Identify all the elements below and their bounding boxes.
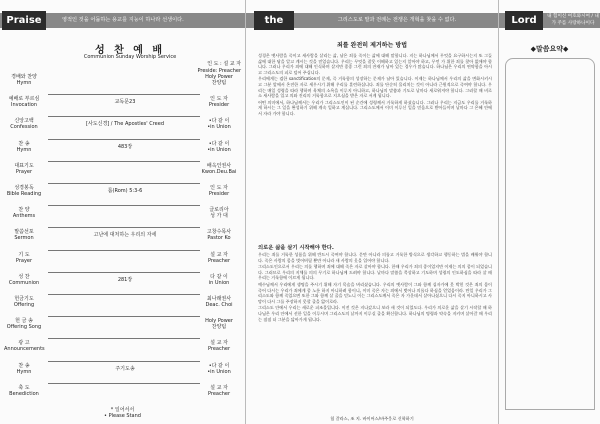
order-item-label: 축 도 Benediction <box>9 384 39 397</box>
presider-note: 인 도 : 설 교 자 Preside: Preacher <box>197 61 241 74</box>
order-item-leader: 설 교 자 Preacher <box>207 251 231 264</box>
order-item-leader: 인 도 자 Presider <box>208 185 230 197</box>
order-item-content: 주기도송 <box>115 365 135 372</box>
order-item-leader: •다 같 이 •in Union <box>207 362 231 375</box>
order-item-label: 찬 송 Hymn <box>16 362 32 375</box>
order-row <box>0 229 245 251</box>
divider-line <box>48 361 200 362</box>
order-item-content: 281장 <box>117 276 133 283</box>
order-item-label: 찬 송 Hymn <box>16 140 32 153</box>
order-row <box>0 340 245 362</box>
divider-line <box>48 250 200 251</box>
divider-line <box>48 205 200 206</box>
notes-frame <box>505 58 595 410</box>
divider-line <box>48 139 200 140</box>
order-item-leader: 인 도 자 Presider <box>208 96 230 109</box>
order-item-content: [사도신경] / The Apostles' Creed <box>86 121 164 128</box>
order-item-leader: 최나래권사 Deac. Choi <box>205 296 233 308</box>
divider-line <box>48 183 200 184</box>
section-heading: 의로운 삶을 살기 시작해야 한다. <box>258 245 334 251</box>
order-item-label: 신앙고백 Confession <box>10 118 38 131</box>
divider-line <box>48 272 200 273</box>
order-item-leader: 고창수목사 Pastor Ko <box>206 229 232 242</box>
article-body-2: 우리는 죄를 거룩한 성품을 위해 반드시 죽여야 합니다. 문만 아니라 의롭고 거룩한 방식으로 생각하고 행동하는 법을 배워야 합니다. 죽은 사람의 몸을 벗어버릴 뿐만 아니라 새 사람의 옷을 입어야 합니다. 그리스도인으로서 우리는 의를 행하며 죄에 대해 죽은 자로 살아야 합니다. 한때 우리가 죄의 종이었지만 이제는 의의 종이 되었습니다. 그러므로 우리의 지체를 의의 무기로 하나님께 드려야 합니다. 날마다 말씀을 묵상하고 기도하며 성령의 인도하심을 따라 살 때 우리는 거룩함에 이르게 됩니다. 예수님께서 우리에게 생명을 주시기 위해 자기 목숨을 버리셨습니다. 우리의 옛사람이 그와 함께 십자가에 못 박힌 것은 죄의 몸이 죽어 다시는 우리가 죄에게 종 노릇 하지 아니하려 함이니, 이미 죽은 자는 죄에서 벗어나 의롭다 하심을 얻었음이라. 만일 우리가 그리스도와 함께 죽었으면 또한 그와 함께 살 줄을 믿노니 이는 그리스도께서 죽은 자 가운데서 살아나셨으니 다시 죽지 아니하시고 사망이 다시 그를 주장하지 못할 줄을 앎이로라. 그리스도 안에서 우리는 새로운 피조물입니다. 이전 것은 지나갔으니 보라 새 것이 되었도다. 우리가 의로운 삶을 살기 시작할 때 하나님은 우리 안에서 선한 일을 이루시며 그리스도의 날까지 이루실 줄을 확신합니다. 하나님의 명령과 약속을 지키며 살아갈 때 우리는 점점 더 그분을 닮아가게 됩니다. <box>258 252 492 322</box>
order-row <box>0 252 245 274</box>
order-row <box>0 363 245 385</box>
order-row <box>0 296 245 318</box>
header-verse: 영적인 것을 어둡하는 용교를 지능이 하나라 선생이다. <box>62 17 184 23</box>
order-item-label: 예배로 부르심 Invocation <box>8 96 40 109</box>
article-source: 힘 갈라스, 조 지. 바이어스/바주웅로 신학하기 <box>330 416 414 421</box>
divider-line <box>48 116 200 117</box>
article-title: 죄를 완전히 제거하는 방법 <box>336 42 408 49</box>
service-title: 성 찬 예 배 <box>94 45 166 56</box>
order-item-leader: 배옥인권사 Kwon.Deu.Bai <box>201 162 237 175</box>
divider-line <box>48 316 200 317</box>
order-item-label: 헌금기도 Offering <box>13 296 35 308</box>
order-item-leader: 다 같 이 in Union <box>208 273 230 286</box>
sermon-notes-panel <box>499 0 600 424</box>
order-item-content: 483장 <box>117 143 133 150</box>
header-verse: 내 힘이신 여호와시여 / 내가 주를 사랑하나이다 <box>547 14 599 26</box>
order-item-label: 찬 양 Anthems <box>12 207 36 220</box>
header-verse: 그리스도로 말과 전례는 전쟁은 개혁을 찾을 수 없다. <box>337 17 457 23</box>
order-item-content: 롬(Rom) 5:3-6 <box>107 188 143 194</box>
order-item-content: 고난에 대처하는 우리의 자세 <box>93 232 157 239</box>
order-row <box>0 118 245 140</box>
order-item-leader: Holy Power 찬양팀 <box>205 74 233 86</box>
order-row <box>0 141 245 163</box>
divider-line <box>48 227 200 228</box>
service-subtitle: Communion Sunday Worship Service <box>83 54 177 60</box>
notes-title: ◆말씀요약◆ <box>530 45 569 53</box>
panel-tag: Praise <box>2 11 46 30</box>
order-item-leader: •다 같 이 •in Union <box>207 140 231 153</box>
order-item-leader: Holy Power 찬양팀 <box>205 318 233 331</box>
panel-tag: Lord <box>505 11 543 30</box>
order-row <box>0 96 245 118</box>
divider-line <box>48 161 200 162</box>
panel-tag: the <box>254 11 294 30</box>
order-item-leader: 설 교 자 Preacher <box>207 340 231 353</box>
order-item-leader: •다 같 이 •in Union <box>207 118 231 131</box>
order-item-leader: 설 교 자 Preacher <box>207 384 231 397</box>
sermon-article-panel <box>246 0 499 424</box>
article-body-1: 성경은 옛사람을 죽이고 새사람을 살리는 삶, 남은 죄를 죽이는 삶에 대해 말합니다. 지는 하나님께서 무엇을 요구하시는지 또 그들 삶에 대한 답을 알고 계시는 것을 믿었습니다. 우리는 무엇을 잘못 이해하고 있는지 알아야 하고, 무언 가 위한 죄를 찾아 없애야 합니다. 그러나 우리가 죄에 대해 인식하며 살지만 종종 그런 죄의 잔재가 남아 있는 경우가 많습니다. 하나님은 우리의 연약함을 아시고 그리스도의 피로 덮어 주십니다. 우리에게는 겸한 sanctification의 문제, 즉 거룩함의 성장하는 문제가 남아 있습니다. 이제는 하나님께서 우리의 삶을 변화시키시고 그분 앞에서 온전한 자로 세우시기 위해 우리를 훈련하십니다. 죄를 단순히 물리치는 것이 아니라 근원적으로 죽여야 합니다. 우리는 매일 성령을 따라 행하며 육체의 소욕을 이루지 아니하고, 하나님의 말씀과 기도로 날마다 새로워져야 합니다. 그러할 때 비로소 새사람을 입고 의와 진리의 거룩함으로 지으심을 받은 자로 서게 됩니다. 어떤 의미에서, 하나님께서는 우리가 그리스도인이 된 순간에 성령께서 거룩하게 하셨습니다. 그러나 우리는 지금도 우리를 거룩하게 하시는 그 일을 완성하기 위해 계속 일하고 계십니다. 그리스도께서 이미 이루신 일을 믿음으로 받아들이며 날마다 그 은혜 안에서 자라 가야 합니다. <box>258 53 492 116</box>
order-row <box>0 163 245 185</box>
order-item-label: 경배와 찬양 Hymn <box>11 74 37 86</box>
divider-line <box>48 294 200 295</box>
order-item-label: 기 도 Prayer <box>15 251 33 264</box>
order-item-label: 대표기도 Prayer <box>14 162 34 175</box>
order-row <box>0 207 245 229</box>
order-row <box>0 318 245 340</box>
order-row <box>0 274 245 296</box>
worship-order-panel <box>0 0 246 424</box>
order-row <box>0 185 245 207</box>
order-item-label: 헌 금 송 Offering Song <box>6 318 42 331</box>
order-row <box>0 74 245 96</box>
order-row <box>0 385 245 407</box>
order-item-label: 말씀선포 Sermon <box>14 229 34 242</box>
stand-note: * 일어서서 • Please Stand <box>104 407 141 419</box>
order-item-label: 성 찬 Communion <box>8 273 40 286</box>
divider-line <box>48 383 200 384</box>
order-item-label: 광 고 Announcements <box>4 340 45 353</box>
order-item-content: 교독문23 <box>114 99 136 106</box>
order-item-leader: 글로리아 성 가 대 <box>209 207 229 220</box>
divider-line <box>48 338 200 339</box>
order-item-label: 성경봉독 Bible Reading <box>6 185 42 197</box>
divider-line <box>48 94 200 95</box>
